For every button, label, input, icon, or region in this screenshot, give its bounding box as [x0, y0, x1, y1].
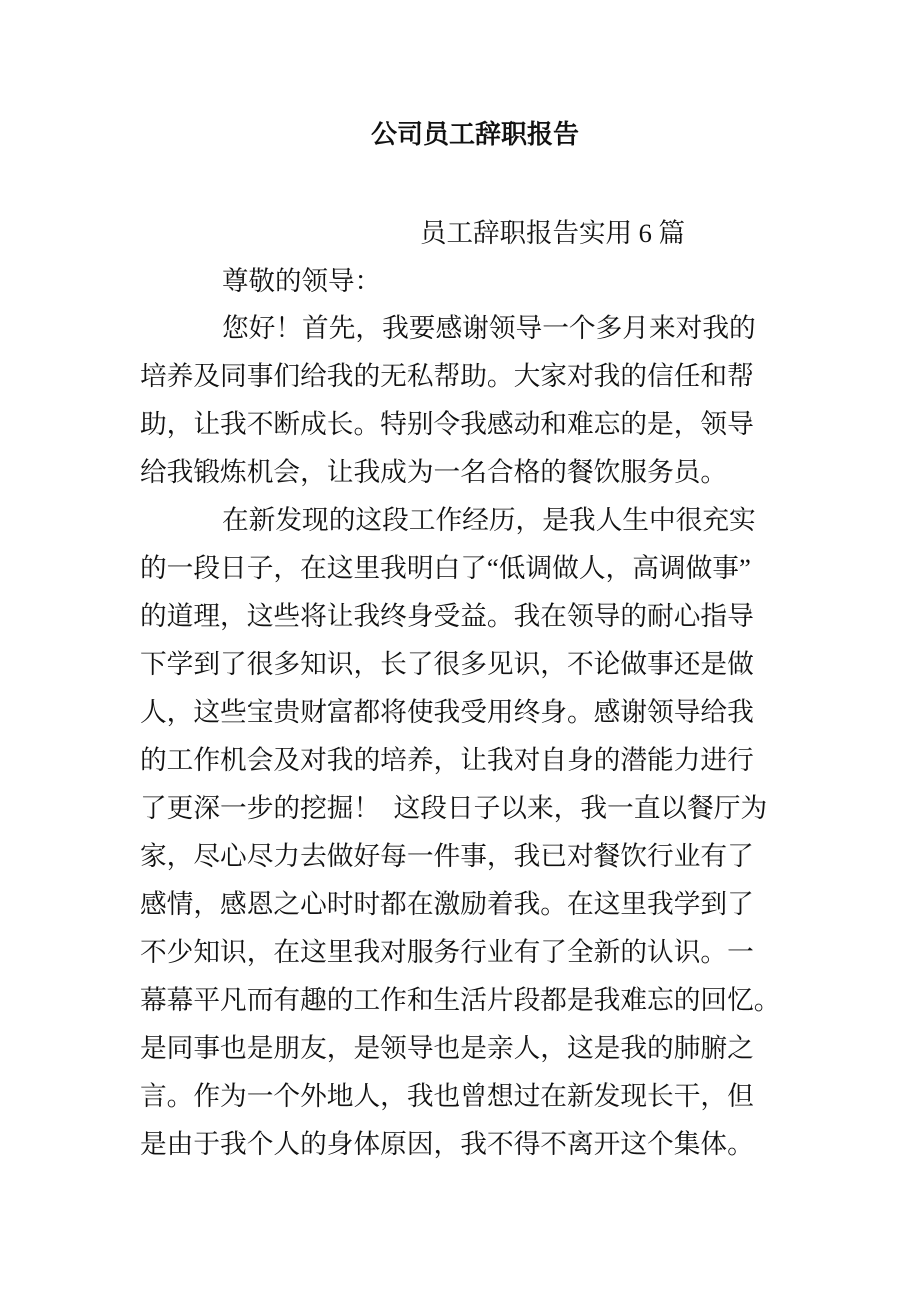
paragraph-line: 给我锻炼机会，让我成为一名合格的餐饮服务员。 — [140, 457, 728, 487]
paragraph-line: 的道理，这些将让我终身受益。我在领导的耐心指导 — [140, 601, 754, 631]
salutation: 尊敬的领导： — [222, 266, 381, 296]
document-subtitle: 员工辞职报告实用 6 篇 — [420, 218, 685, 248]
paragraph-line: 是由于我个人的身体原因，我不得不离开这个集体。 — [140, 1129, 754, 1159]
paragraph-line: 下学到了很多知识，长了很多见识，不论做事还是做 — [140, 649, 754, 679]
paragraph-line: 的一段日子，在这里我明白了“低调做人，高调做事” — [140, 553, 751, 583]
paragraph-line: 是同事也是朋友，是领导也是亲人，这是我的肺腑之 — [140, 1033, 754, 1063]
paragraph-line: 助，让我不断成长。特别令我感动和难忘的是，领导 — [140, 409, 754, 439]
paragraph-line: 不少知识，在这里我对服务行业有了全新的认识。一 — [140, 937, 754, 967]
paragraph-line: 在新发现的这段工作经历，是我人生中很充实 — [222, 505, 756, 535]
paragraph-line: 言。作为一个外地人，我也曾想过在新发现长干，但 — [140, 1081, 754, 1111]
document-title: 公司员工辞职报告 — [370, 120, 579, 149]
paragraph-line: 您好！首先，我要感谢领导一个多月来对我的 — [222, 313, 756, 343]
paragraph-line: 了更深一步的挖掘！ 这段日子以来，我一直以餐厅为 — [140, 793, 768, 823]
paragraph-line: 的工作机会及对我的培养，让我对自身的潜能力进行 — [140, 745, 754, 775]
paragraph-line: 家，尽心尽力去做好每一件事，我已对餐饮行业有了 — [140, 841, 754, 871]
paragraph-line: 幕幕平凡而有趣的工作和生活片段都是我难忘的回忆。 — [140, 985, 781, 1015]
paragraph-line: 感情，感恩之心时时都在激励着我。在这里我学到了 — [140, 889, 754, 919]
paragraph-line: 培养及同事们给我的无私帮助。大家对我的信任和帮 — [140, 361, 754, 391]
paragraph-line: 人，这些宝贵财富都将使我受用终身。感谢领导给我 — [140, 697, 754, 727]
